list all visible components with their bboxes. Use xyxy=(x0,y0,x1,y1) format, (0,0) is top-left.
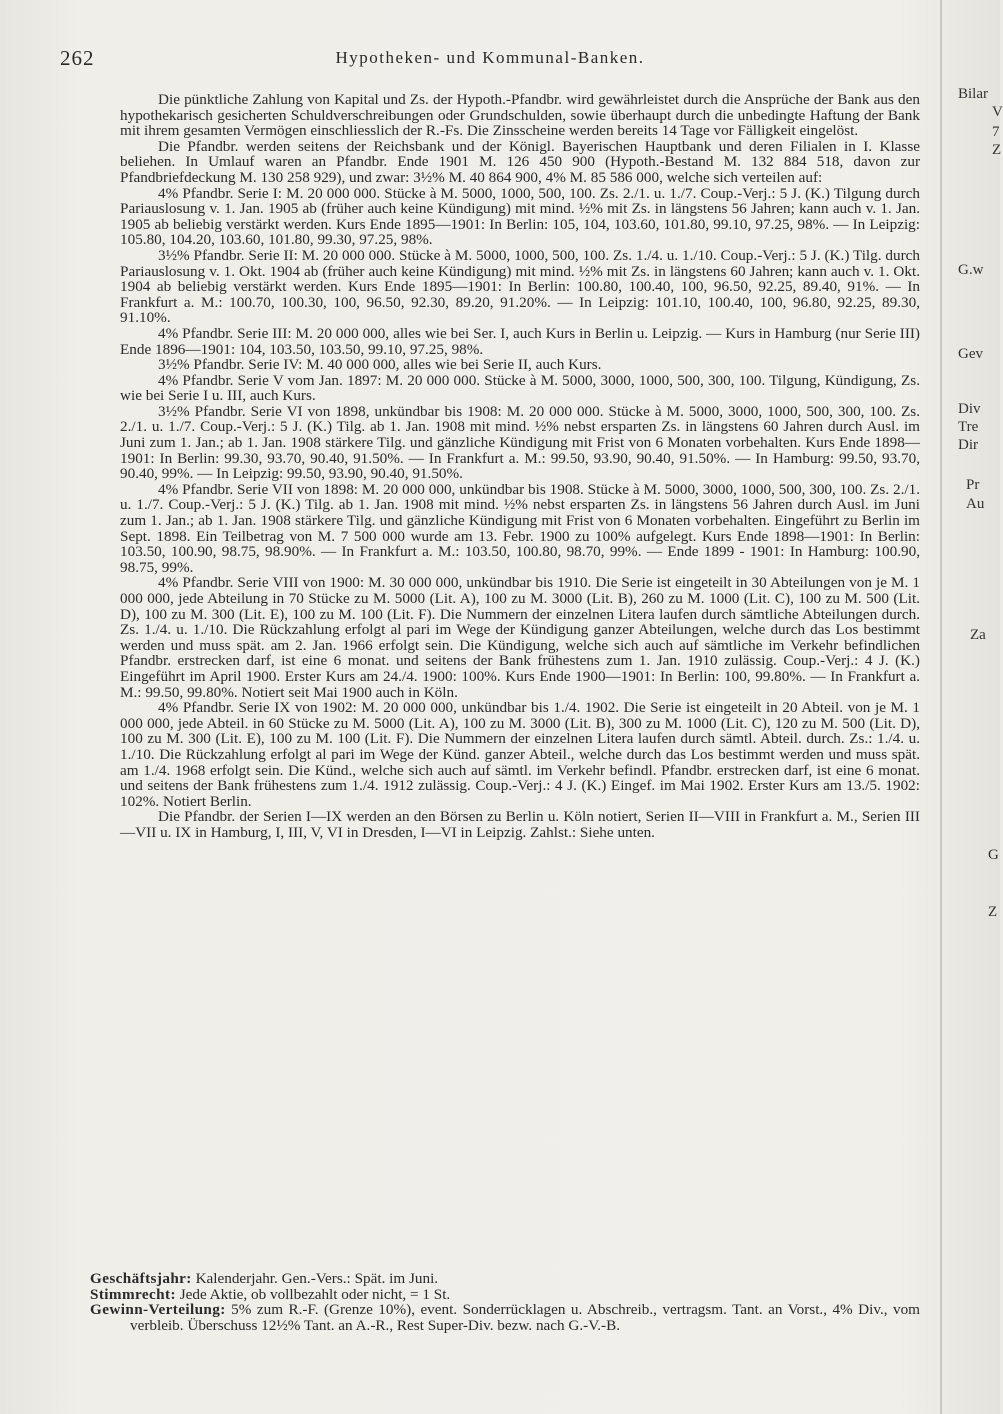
paragraph: 4% Pfandbr. Serie IX von 1902: M. 20 000 000, unkündbar bis 1./4. 1902. Die Serie ist eingeteilt in 20 Abteil. von je M. 1 000 000, jede Abteil. in 60 Stücke zu M. 5000 (Lit. A), 100 zu M. 3000 (Lit. B), 300 zu M. 1000 (Lit. C), 120 zu M. 500 (Lit. D), 100 zu M. 300 (Lit. E), 100 zu M. 100 (Lit. F). Die Nummern der einzelnen Litera laufen durch sämtl. Abteil. durch. Zs.: 1./4. u. 1./10. Die Rückzahlung erfolgt al pari im Wege der Künd. ganzer Abteil., welche durch das Los bestimmt werden und muss spät. am 1./4. 1968 erfolgt sein. Die Künd., welche sich auch auf sämtl. im Verkehr befindl. Pfandbr. erstrecken darf, ist eine 6 monat. und seitens der Bank frühestens zum 1./4. 1912 zulässig. Coup.-Verj.: 4 J. (K.) Eingef. im Mai 1902. Erster Kurs am 13./5. 1902: 102%. Notiert Berlin. xyxy=(120,699,920,810)
margin-fragment: Pr xyxy=(966,477,980,493)
profit-distribution-entry xyxy=(90,1302,920,1333)
paragraph: 4% Pfandbr. Serie VII von 1898: M. 20 000 000, unkündbar bis 1908. Stücke à M. 5000, 3000, 1000, 500, 300, 100. Zs. 2./1. u. 1./7. Coup.-Verj.: 5 J. (K.) Tilg. ab 1. Jan. 1908 mit mind. ½% nebst ersparten Zs. in längstens 56 Jahren durch Ausl. im Juni zum 1. Jan.; ab 1. Jan. 1908 stärkere Tilg. und gänzliche Kündigung mit Frist von 6 Monaten vorbehalten. Eingeführt zu Berlin im Sept. 1898. Ein Teilbetrag von M. 7 500 000 wurde am 13. Febr. 1900 zu 100% aufgelegt. Kurs Ende 1898—1901: In Berlin: 103.50, 100.90, 98.75, 98.90%. — In Frankfurt a. M.: 103.50, 100.80, 98.70, 99%. — Ende 1899 - 1901: In Hamburg: 100.90, 98.75, 99%. xyxy=(120,480,920,576)
paragraph: 4% Pfandbr. Serie I: M. 20 000 000. Stücke à M. 5000, 1000, 500, 100. Zs. 2./1. u. 1./7. Coup.-Verj.: 5 J. (K.) Tilgung durch Pariauslosung v. 1. Jan. 1905 ab (früher auch keine Kündigung) mit mind. ½% mit Zs. in längstens 56 Jahren; kann auch v. 1. Jan. 1905 ab beliebig verstärkt werden. Kurs Ende 1895—1901: In Berlin: 105, 104, 103.60, 101.80, 99.10, 97.25, 98%. — In Leipzig: 105.80, 104.20, 103.60, 101.80, 99.30, 97.25, 98%. xyxy=(120,184,920,249)
entry-text: 5% zum R.-F. (Grenze 10%), event. Sonderrücklagen u. Abschreib., vertragsm. Tant. an Vorst., 4% Div., vom verbleib. Überschuss 12½% Tant. an A.-R., Rest Super-Div. bezw. nach G.-V.-B. xyxy=(130,1301,920,1334)
page-edge xyxy=(940,0,942,1414)
margin-fragment: Au xyxy=(966,496,985,512)
voting-rights-entry xyxy=(90,1287,920,1303)
margin-fragment: G xyxy=(988,847,999,863)
margin-fragment: Za xyxy=(970,627,986,643)
paragraph: Die pünktliche Zahlung von Kapital und Zs. der Hypoth.-Pfandbr. wird gewährleistet durch die Ansprüche der Bank aus den hypothekarisch gesicherten Schuldverschreibungen oder Grundschulden, sowie überhaupt durch die unbedingte Haftung der Bank mit ihrem gesamten Vermögen einschliesslich der R.-Fs. Die Zinsscheine werden bereits 14 Tage vor Fälligkeit eingelöst. xyxy=(120,91,920,140)
adjacent-page-margin xyxy=(952,0,1003,1414)
paragraph: 4% Pfandbr. Serie VIII von 1900: M. 30 000 000, unkündbar bis 1910. Die Serie ist eingeteilt in 30 Abteilungen von je M. 1 000 000, jede Abteilung in 70 Stücke zu M. 5000 (Lit. A), 100 zu M. 3000 (Lit. B), 260 zu M. 1000 (Lit. C), 100 zu M. 500 (Lit. D), 100 zu M. 300 (Lit. E), 100 zu M. 100 (Lit. F). Die Nummern der einzelnen Litera laufen durch sämtliche Abteilungen durch. Zs. 1./4. u. 1./10. Die Rückzahlung erfolgt al pari im Wege der Kündigung ganzer Abteilungen, welche durch das Los bestimmt werden und muss spät. am 2. Jan. 1966 erfolgt sein. Die Kündigung, welche sich auch auf sämtliche im Verkehr befindlichen Pfandbr. erstrecken darf, ist eine 6 monat. und seitens der Bank frühestens zum 1. Jan. 1910 zulässig. Coup.-Verj.: 4 J. (K.) Eingeführt im April 1900. Erster Kurs am 24./4. 1900: 100%. Kurs Ende 1900—1901: In Berlin: 100, 99.80%. — In Frankfurt a. M.: 99.50, 99.80%. Notiert seit Mai 1900 auch in Köln. xyxy=(120,574,920,701)
paragraph: 4% Pfandbr. Serie III: M. 20 000 000, alles wie bei Ser. I, auch Kurs in Berlin u. Leipzig. — Kurs in Hamburg (nur Serie III) Ende 1896—1901: 104, 103.50, 103.50, 99.10, 97.25, 98%. xyxy=(120,324,920,358)
entry-label: Geschäftsjahr: xyxy=(90,1270,192,1287)
paragraph: Die Pfandbr. der Serien I—IX werden an den Börsen zu Berlin u. Köln notiert, Serien II—VIII in Frankfurt a. M., Serien III—VII u. IX in Hamburg, I, III, V, VI in Dresden, I—VI in Leipzig. Zahlst.: Siehe unten. xyxy=(120,808,920,841)
margin-fragment: Z xyxy=(988,904,998,920)
entry-label: Gewinn-Verteilung: xyxy=(90,1301,226,1319)
margin-fragment: Div xyxy=(958,401,981,417)
paragraph: Die Pfandbr. werden seitens der Reichsbank und der Königl. Bayerischen Hauptbank und deren Filialen in I. Klasse beliehen. In Umlauf waren an Pfandbr. Ende 1901 M. 126 450 900 (Hypoth.-Bestand M. 132 884 518, davon zur Pfandbriefdeckung M. 130 258 929), und zwar: 3½% M. 40 864 900, 4% M. 85 586 000, welche sich verteilen auf: xyxy=(120,137,920,186)
fiscal-year-entry xyxy=(90,1271,920,1287)
margin-fragment: Tre xyxy=(958,419,979,435)
margin-fragment: V xyxy=(992,104,1003,120)
paragraph: 4% Pfandbr. Serie V vom Jan. 1897: M. 20 000 000. Stücke à M. 5000, 3000, 1000, 500, 300, 100. Tilgung, Kündigung, Zs. wie bei Serie I u. III, auch Kurs. xyxy=(120,371,920,405)
entry-label: Stimmrecht: xyxy=(90,1285,176,1303)
paragraph: 3½% Pfandbr. Serie II: M. 20 000 000. Stücke à M. 5000, 1000, 500, 100. Zs. 1./4. u. 1./10. Coup.-Verj.: 5 J. (K.) Tilg. durch Pariauslosung v. 1. Okt. 1904 ab (früher auch keine Kündigung) mit mind. ½% mit Zs. in längstens 60 Jahren; kann auch v. 1. Okt. 1904 ab beliebig verstärkt werden. Kurs Ende 1895—1901: In Berlin: 100.80, 100.40, 100, 96.50, 92.25, 89.40, 91%. — In Frankfurt a. M.: 100.70, 100.30, 100, 96.50, 92.30, 89.20, 91.20%. — In Leipzig: 101.10, 100.40, 100, 96.80, 92.25, 89.30, 91.10%. xyxy=(120,246,920,327)
margin-fragment: Z xyxy=(992,142,1002,158)
margin-fragment: 7 xyxy=(992,124,1000,140)
paragraph: 3½% Pfandbr. Serie IV: M. 40 000 000, alles wie bei Serie II, auch Kurs. xyxy=(158,356,602,374)
margin-fragment: G.w xyxy=(958,262,984,278)
margin-fragment: Gev xyxy=(958,346,983,362)
main-text xyxy=(120,92,920,841)
page-number: 262 xyxy=(60,46,95,70)
running-head: Hypotheken- und Kommunal-Banken. xyxy=(335,48,645,67)
page-header xyxy=(60,46,920,74)
entry-text: Jede Aktie, ob vollbezahlt oder nicht, = 1 St. xyxy=(175,1285,451,1303)
margin-fragment: Bilar xyxy=(958,86,988,102)
paragraph: 3½% Pfandbr. Serie VI von 1898, unkündbar bis 1908: M. 20 000 000. Stücke à M. 5000, 3000, 1000, 500, 300, 100. Zs. 2./1. u. 1./7. Coup.-Verj.: 5 J. (K.) Tilg. ab 1. Jan. 1908 mit mind. ½% nebst ersparten Zs. in längstens 60 Jahren durch Ausl. im Juni zum 1. Jan.; ab 1. Jan. 1908 stärkere Tilg. und gänzliche Kündigung mit Frist von 6 Monaten vorbehalten. Kurs Ende 1898—1901: In Berlin: 99.30, 93.70, 90.40, 91.50%. — In Frankfurt a. M.: 99.50, 93.90, 90.40, 91.50%. — In Hamburg: 99.50, 93.70, 90.40, 99%. — In Leipzig: 99.50, 93.90, 90.40, 91.50%. xyxy=(120,402,920,483)
margin-fragment: Dir xyxy=(958,437,978,453)
entry-text: Kalenderjahr. Gen.-Vers.: Spät. im Juni. xyxy=(191,1270,439,1287)
company-terms xyxy=(90,1271,920,1333)
